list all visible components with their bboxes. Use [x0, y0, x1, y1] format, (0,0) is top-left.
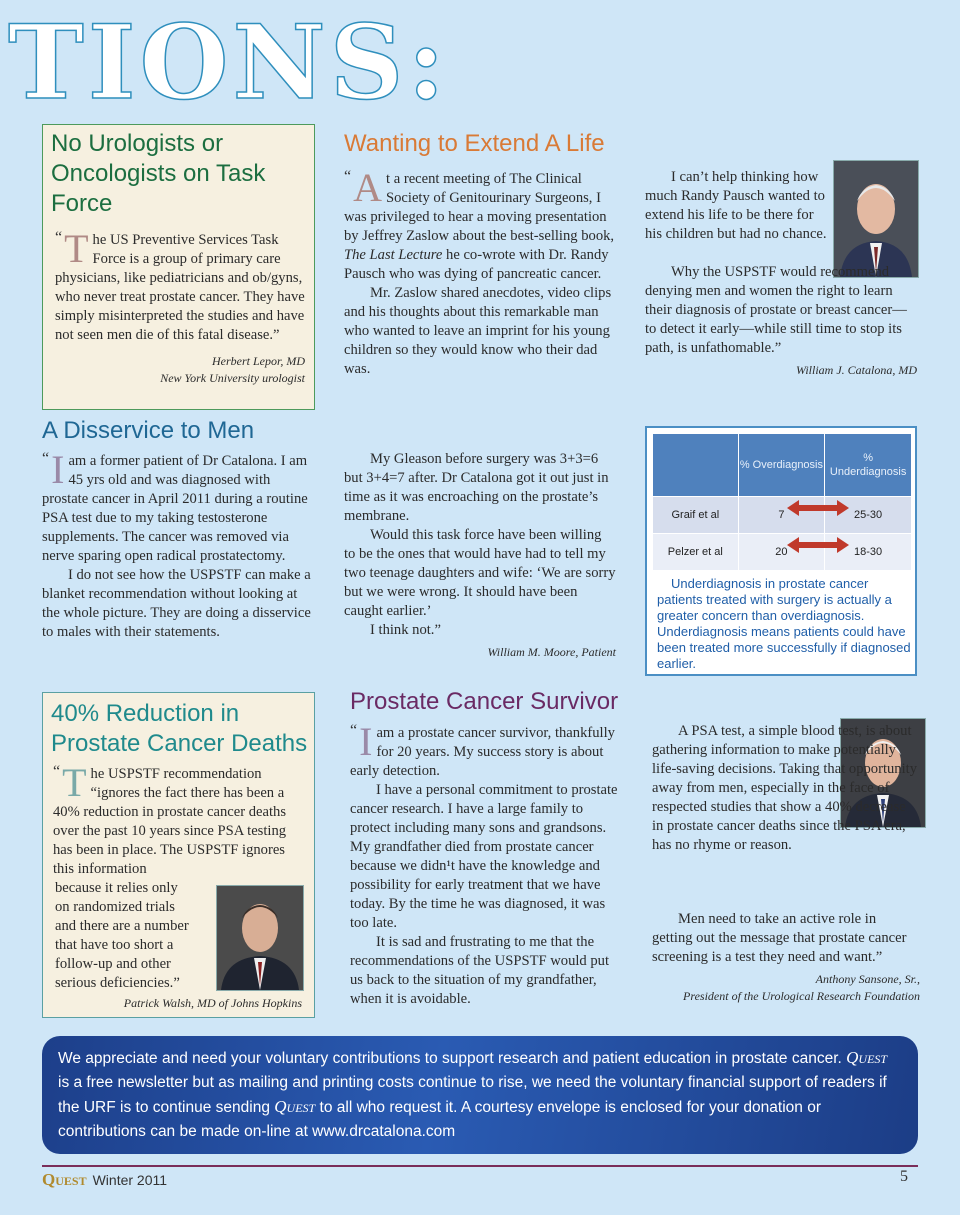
dropcap: I	[359, 719, 373, 764]
disservice-p4: Would this task force have been willing to be the ones that would have had to tell my two teenage daughters and wife: ‘We are sorry but we were wrong. It should have been caught earlier.’	[344, 527, 616, 619]
quest-wordmark: Quest	[274, 1097, 316, 1116]
reduction-quote-top	[53, 760, 305, 879]
book-title: The Last Lecture	[344, 247, 443, 263]
disservice-column-1	[42, 447, 314, 642]
underdiag-cell: 18-30	[825, 534, 911, 571]
disservice-p3: My Gleason before surgery was 3+3=6 but 3+4=7 after. Dr Catalona got it out just in time as it was encroaching on the prostate’s membrane.	[344, 451, 609, 524]
survivor-p3: It is sad and frustrating to me that the recommendations of the USPSTF would put us back to the situation of my grandfather, when it is avoidable.	[350, 934, 610, 1007]
overdiag-cell: 7	[738, 497, 825, 534]
disservice-p5: I think not.”	[370, 622, 441, 638]
survivor-column-2b	[652, 910, 920, 1005]
signature-title: New York University urologist	[160, 371, 305, 385]
open-quote: “	[42, 450, 50, 467]
study-cell: Pelzer et al	[653, 534, 738, 571]
banner-text-3: to all who request it. A courtesy envelope is enclosed for your donation or contributions can be made on-line at www.drcatalona.com	[58, 1099, 821, 1140]
no-urologists-quote	[55, 226, 305, 387]
survivor-p5: Men need to take an active role in getting out the message that prostate cancer screening is a test they need and want.”	[652, 911, 907, 965]
double-arrow-icon	[787, 537, 849, 553]
disservice-p1: am a former patient of Dr Catalona. I am 45 yrs old and was diagnosed with prostate cancer in April 2011 during a routine PSA test due to my taking testosterone supplements. The cancer was removed via nerve sparing open radical prostatectomy.	[42, 453, 308, 564]
survivor-p4-text: A PSA test, a simple blood test, is about gathering information to make potentially life-saving decisions. Taking that opportunity away from men, especially in the face of respected studies that show a 40% decrease in prostate cancer deaths since the PSA era, has no rhyme or reason.	[652, 723, 918, 853]
open-quote: “	[53, 763, 61, 780]
page-number: 5	[900, 1168, 908, 1185]
donation-banner	[42, 1036, 918, 1154]
diagnosis-table-box	[645, 426, 917, 676]
disservice-title: A Disservice to Men	[42, 417, 255, 444]
study-cell: Graif et al	[653, 497, 738, 534]
footer-issue: Winter 2011	[92, 1172, 168, 1188]
quest-wordmark: Quest	[846, 1048, 888, 1067]
survivor-column-2	[652, 722, 918, 855]
signature-name: Herbert Lepor, MD	[212, 354, 305, 368]
wanting-column-1	[344, 165, 616, 379]
wanting-p1a: t a recent meeting of The Clinical Society of Genitourinary Surgeons, I was privileged to hear a moving presentation by Jeffrey Zaslow about the best-selling book,	[344, 171, 615, 244]
double-arrow-icon	[787, 500, 849, 516]
dropcap: A	[353, 165, 382, 210]
overdiag-cell: 20	[738, 534, 825, 571]
open-quote: “	[350, 722, 358, 739]
survivor-p4	[652, 722, 918, 855]
reduction-text-a: he USPSTF recommendation “ignores the fact there has been a 40% reduction in prostate cancer deaths over the past 10 years since PSA testing has been in place. The USPSTF ignores this information	[53, 766, 287, 877]
signature-name: Anthony Sansone, Sr.,	[815, 972, 920, 986]
disservice-column-2	[344, 450, 616, 661]
wanting-column-2	[645, 168, 831, 244]
reduction-title: 40% Reduction in Prostate Cancer Deaths	[51, 700, 308, 757]
page-footer	[42, 1170, 167, 1190]
wanting-signature: William J. Catalona, MD	[796, 363, 917, 377]
no-urologists-box	[42, 124, 315, 410]
dropcap: T	[64, 226, 89, 271]
dropcap: T	[62, 760, 87, 805]
disservice-signature: William M. Moore, Patient	[487, 645, 616, 659]
wanting-title: Wanting to Extend A Life	[344, 130, 605, 157]
col-header-overdiagnosis: % Overdiagnosis	[738, 434, 825, 497]
dropcap: I	[51, 447, 65, 492]
open-quote: “	[344, 168, 352, 185]
footer-quest-logo: Quest	[42, 1170, 87, 1189]
wanting-p1b: he co-wrote with Dr. Randy Pausch who was dying of pancreatic cancer.	[344, 247, 609, 282]
reduction-signature: Patrick Walsh, MD of Johns Hopkins	[123, 996, 302, 1010]
catalona-photo	[833, 160, 919, 278]
wanting-p2: Mr. Zaslow shared anecdotes, video clips and his thoughts about this remarkable man who wanted to leave an imprint for his young children so they would know who their dad was.	[344, 285, 612, 377]
banner-text-2: is a free newsletter but as mailing and printing costs continue to rise, we need the voluntary financial support of readers if the URF is to continue sending	[58, 1074, 887, 1116]
disservice-p2: I do not see how the USPSTF can make a blanket recommendation without looking at the whole picture. They are doing a disservice to males with their statements.	[42, 567, 311, 640]
masthead-title: TIONS:	[8, 3, 450, 123]
survivor-p1: am a prostate cancer survivor, thankfully for 20 years. My success story is about early detection.	[350, 725, 615, 779]
walsh-photo	[216, 885, 304, 991]
open-quote: “	[55, 229, 63, 246]
wanting-column-2b	[645, 263, 917, 379]
underdiag-cell: 25-30	[825, 497, 911, 534]
wanting-p3: I can’t help thinking how much Randy Pausch wanted to extend his life to be there for his children but had no chance.	[645, 169, 827, 242]
survivor-title: Prostate Cancer Survivor	[350, 688, 619, 715]
survivor-p2: I have a personal commitment to prostate cancer research. I have a large family to protect including many sons and grandsons. My grandfather died from prostate cancer because we didn¹t have the knowledge and possibility for early treatment that we have today. By the time he was diagnosed, it was too late.	[350, 782, 618, 931]
no-urologists-text: he US Preventive Services Task Force is a group of primary care physicians, like pediatricians and ob/gyns, who never treat prostate cancer. They have simply misinterpreted the studies and have not seen men die of this fatal disease.”	[55, 232, 305, 343]
no-urologists-title: No Urologists or Oncologists on Task Force	[51, 130, 266, 217]
wanting-p4: Why the USPSTF would recommend denying men and women the right to learn their diagnosis of prostate or breast cancer—to detect it early—while still time to stop its path, is unfathomable.”	[645, 264, 907, 356]
footer-rule	[42, 1165, 918, 1167]
signature-title: President of the Urological Research Foundation	[683, 989, 920, 1003]
survivor-column-1	[350, 719, 620, 1009]
table-caption: Underdiagnosis in prostate cancer patients treated with surgery is actually a greater concern than overdiagnosis. Underdiagnosis means patients could have been treated more successfully if diagnosed earlier.	[657, 576, 911, 671]
reduction-quote-bottom: because it relies only on randomized trials and there are a number that have too short a follow-up and other serious deficiencies.”	[55, 880, 189, 991]
reduction-box	[42, 692, 315, 1018]
banner-text-1: We appreciate and need your voluntary contributions to support research and patient education in prostate cancer.	[58, 1050, 847, 1067]
col-header-underdiagnosis: % Underdiagnosis	[825, 434, 911, 497]
